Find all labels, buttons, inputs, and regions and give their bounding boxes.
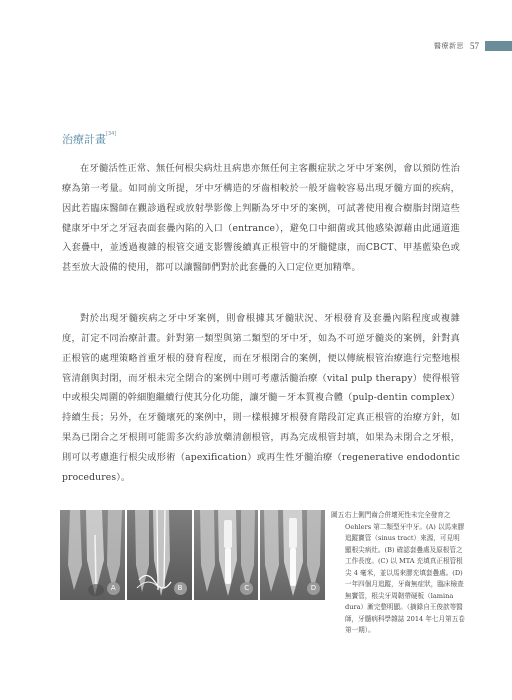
paragraph-preventive: 在牙髓活性正常、無任何根尖病灶且病患亦無任何主客觀症狀之牙中牙案例，會以預防性治療為第一考量。如同前文所提，牙中牙構造的牙齒相較於一般牙齒較容易出現牙髓方面的疾病，因此若臨床醫師在觀診過程或放射學影像上判斷為牙中牙的案例，可試著使用複合樹脂封閉這些健康牙中牙之牙冠表面套疊內陷的入口（entrance），避免口中細菌或其他感染源藉由此通道進入套疊中，並透過複雜的根管交通支影響後續真正根管中的牙髓健康，而CBCT、甲基藍染色或甚至放大設備的使用，都可以讓醫師們對於此套疊的入口定位更加精準。 xyxy=(62,163,460,274)
section-title-text: 治療計畫 xyxy=(62,133,106,146)
section-name: 醫療新思 xyxy=(434,42,464,50)
radiograph-panel-d xyxy=(260,510,325,600)
panel-label-badge: D xyxy=(307,582,320,595)
radiograph-panel-a xyxy=(60,510,125,600)
page-number: 57 xyxy=(470,41,479,51)
panel-label-badge: B xyxy=(174,582,187,595)
caption-text: 右上側門齒合併壞死性未完全發育之 Oehlers 第二類型牙中牙。(A) 以馬來膠追蹤竇管（sinus tract）來源，可見明顯根尖病灶。(B) 確認套疊處及原根管之工作長度。(C) 以 MTA 充填真正根管根尖 4 毫米，並以馬來膠充填套疊處。(D) 一年四個月追蹤，牙齒無症狀，臨床檢查無竇管，根尖牙周韌帶硬板（lamina dura）漸完整明顯。（摘錄自王俊歆等醫師，牙髓病科學雜誌 2014 年七月第五卷第一期）。 xyxy=(345,511,465,634)
caption-label: 圖五： xyxy=(331,511,351,519)
running-header xyxy=(434,40,484,52)
panel-label-badge: C xyxy=(240,582,253,595)
panel-label-badge: A xyxy=(107,582,120,595)
paragraph-treatment: 對於出現牙髓疾病之牙中牙案例，則會根據其牙髓狀況、牙根發育及套疊內陷程度或複雜度，訂定不同治療計畫。針對第一類型與第二類型的牙中牙，如為不可逆牙髓炎的案例，針對真正根管的處理策略首重牙根的發育程度，而在牙根閉合的案例，便以傳統根管治療進行完整地根管清創與封閉，而牙根未完全閉合的案例中則可考慮活髓治療（vital pulp therapy）使得根管中或根尖周圍的幹細胞繼續行使其分化功能，讓牙髓－牙本質複合體（pulp-dentin complex）持續生長；另外，在牙髓壞死的案例中，則一樣根據牙根發育階段訂定真正根管的治療方針，如果為已閉合之牙根則可能需多次約診放藥清創根管，再為完成根管封填，如果為未閉合之牙根，則可以考慮進行根尖成形術（apexification）或再生性牙髓治療（regenerative endodontic procedures）。 xyxy=(62,313,460,483)
radiograph-panel-b xyxy=(127,510,192,600)
radiograph-figure xyxy=(60,510,325,600)
radiograph-panel-c xyxy=(194,510,259,600)
header-accent-bar xyxy=(485,41,512,51)
figure-caption xyxy=(331,510,465,637)
section-title xyxy=(62,131,116,147)
reference-marker: [34] xyxy=(106,131,117,137)
